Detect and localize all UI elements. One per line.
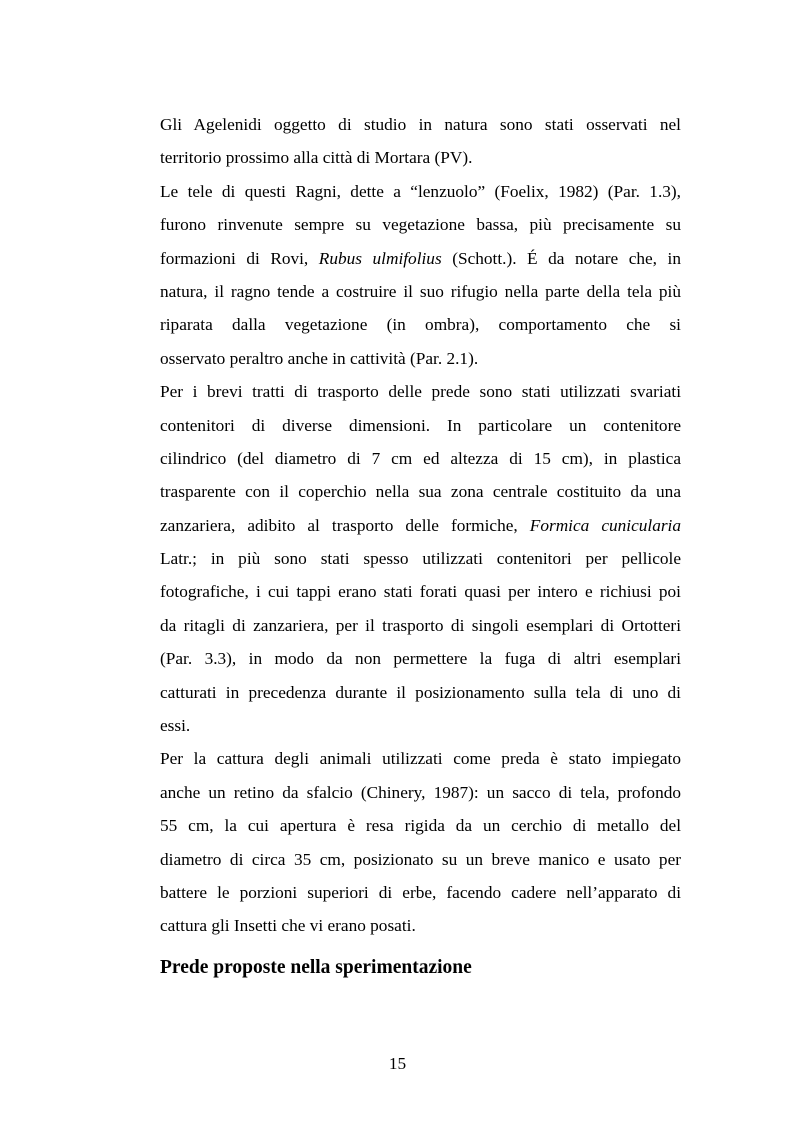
text-line (160, 575, 681, 608)
section-heading: Prede proposte nella sperimentazione (160, 957, 472, 978)
text-line (160, 275, 681, 308)
text-line (160, 676, 681, 709)
text-line (160, 709, 681, 742)
text-span: formazioni di Rovi, (160, 248, 319, 268)
text-line (160, 442, 681, 475)
text-line (160, 308, 681, 341)
text-span: Gli Agelenidi oggetto di studio in natura sono stati osservati nel (160, 115, 681, 134)
text-span: riparata dalla vegetazione (in ombra), comportamento che si (160, 315, 681, 335)
text-span: zanzariera, adibito al trasporto delle formiche, (160, 515, 530, 535)
page-number: 15 (388, 1054, 407, 1073)
text-span: catturati in precedenza durante il posizionamento sulla tela di uno di (160, 682, 681, 702)
text-line (160, 642, 681, 675)
text-line (160, 375, 681, 408)
text-span: essi. (160, 716, 191, 736)
text-span: anche un retino da sfalcio (Chinery, 1987): un sacco di tela, profondo (160, 782, 681, 802)
text-span: Per i brevi tratti di trasporto delle prede sono stati utilizzati svariati (160, 382, 681, 402)
text-span: diametro di circa 35 cm, posizionato su un breve manico e usato per (160, 849, 681, 869)
text-span: Latr.; in più sono stati spesso utilizzati contenitori per pellicole (160, 549, 681, 569)
text-line (160, 175, 681, 208)
text-line (160, 843, 681, 876)
italic-species-name: Formica cunicularia (529, 515, 681, 535)
text-span: furono rinvenute sempre su vegetazione bassa, più precisamente su (160, 215, 681, 235)
text-span: trasparente con il coperchio nella sua zona centrale costituito da una (160, 482, 681, 502)
text-line (160, 475, 681, 508)
text-span: Le tele di questi Ragni, dette a “lenzuolo” (Foelix, 1982) (Par. 1.3), (160, 181, 681, 201)
text-line (160, 909, 681, 942)
text-span: (Par. 3.3), in modo da non permettere la fuga di altri esemplari (160, 649, 681, 669)
text-line (160, 409, 681, 442)
text-span: contenitori di diverse dimensioni. In particolare un contenitore (160, 415, 681, 435)
text-line (160, 509, 681, 542)
text-line (160, 208, 681, 241)
body-text (160, 108, 681, 943)
text-line (160, 742, 681, 775)
italic-species-name: Rubus ulmifolius (318, 248, 442, 268)
text-span: Per la cattura degli animali utilizzati come preda è stato impiegato (160, 749, 681, 769)
text-line (160, 876, 681, 909)
text-line (160, 141, 681, 174)
text-line (160, 342, 681, 375)
text-line (160, 609, 681, 642)
text-span: (Schott.). É da notare che, in (441, 248, 681, 268)
text-line (160, 809, 681, 842)
text-line (160, 108, 681, 141)
text-span: battere le porzioni superiori di erbe, facendo cadere nell’apparato di (160, 882, 681, 902)
text-line (160, 542, 681, 575)
text-span: cilindrico (del diametro di 7 cm ed altezza di 15 cm), in plastica (160, 448, 681, 468)
text-span: osservato peraltro anche in cattività (Par. 2.1). (160, 348, 479, 368)
text-span: fotografiche, i cui tappi erano stati forati quasi per intero e richiusi poi (160, 582, 681, 602)
text-span: da ritagli di zanzariera, per il trasporto di singoli esemplari di Ortotteri (160, 615, 681, 635)
text-span: 55 cm, la cui apertura è resa rigida da un cerchio di metallo del (160, 816, 681, 836)
text-span: territorio prossimo alla città di Mortara (PV). (160, 148, 473, 168)
text-span: natura, il ragno tende a costruire il suo rifugio nella parte della tela più (160, 281, 681, 301)
text-span: cattura gli Insetti che vi erano posati. (160, 916, 416, 936)
text-line (160, 242, 681, 275)
text-line (160, 776, 681, 809)
